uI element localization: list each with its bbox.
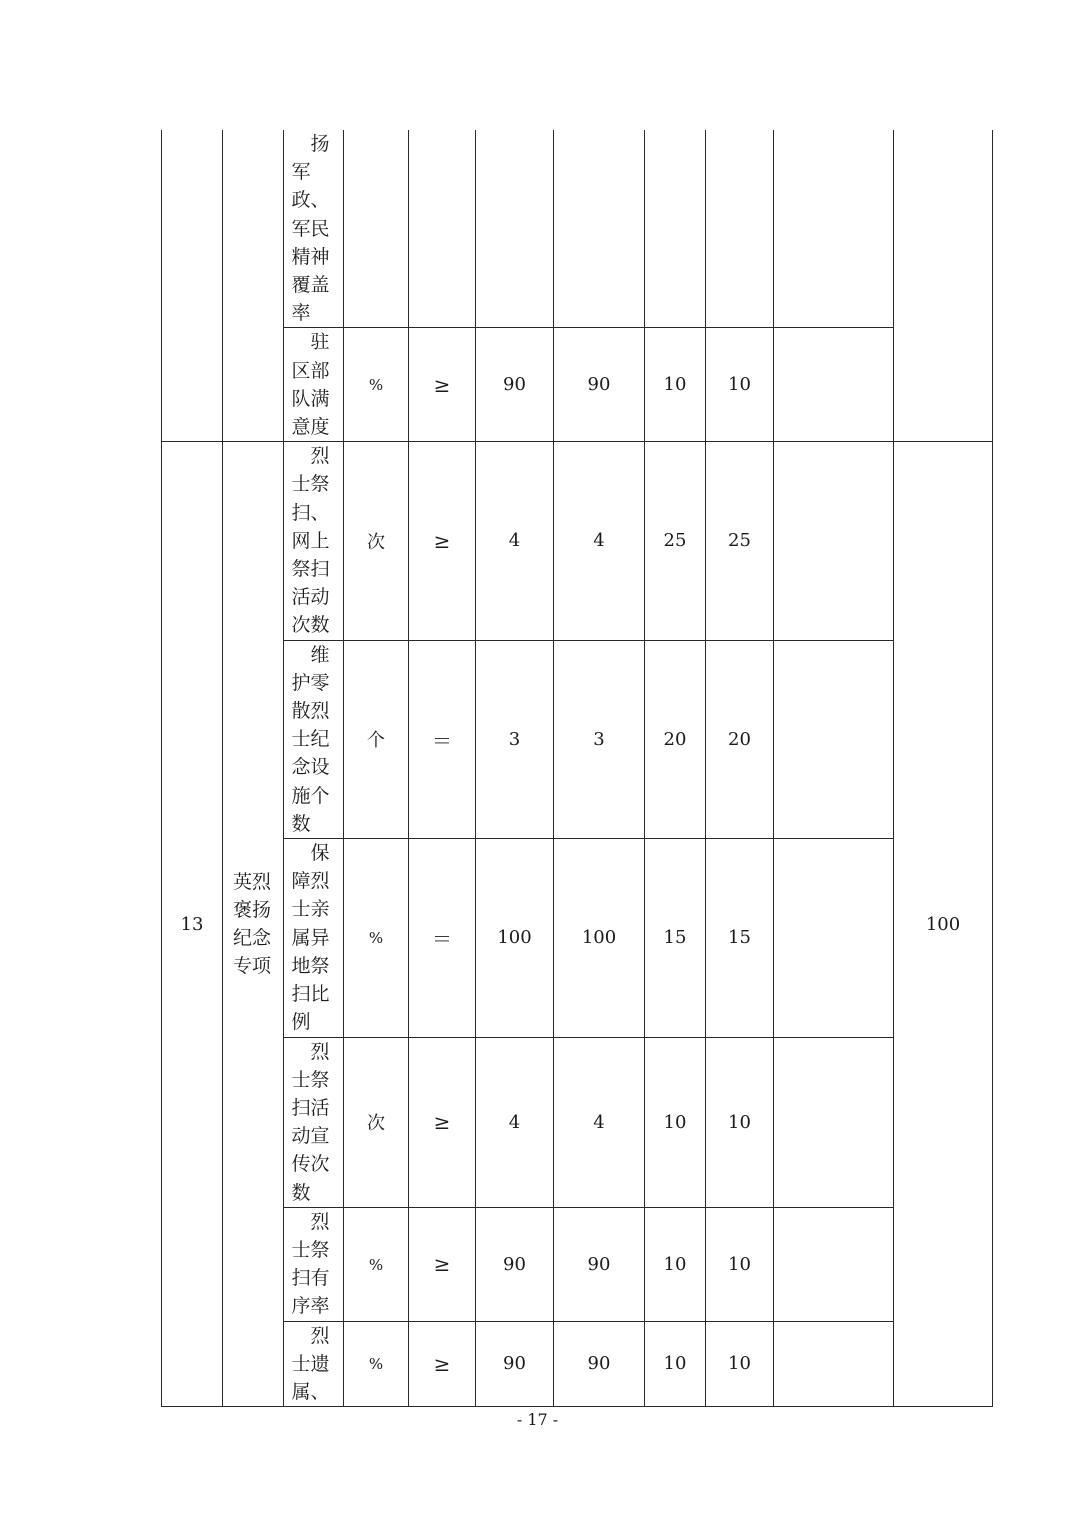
total-cell-prev	[894, 130, 993, 442]
indicator-text: 烈士祭扫有序率	[291, 1210, 330, 1318]
target-cell: 4	[476, 1037, 554, 1207]
remark-cell	[774, 1207, 894, 1321]
remark-cell	[774, 839, 894, 1037]
weight-cell: 10	[645, 1207, 706, 1321]
project-name-cell	[223, 442, 284, 1407]
weight-cell: 25	[645, 442, 706, 640]
unit-cell: 次	[344, 442, 409, 640]
actual-cell: 3	[554, 640, 645, 838]
indicator-cell	[284, 442, 344, 640]
score-cell: 15	[706, 839, 774, 1037]
indicator-cell	[284, 839, 344, 1037]
score-cell: 25	[706, 442, 774, 640]
table-row	[162, 328, 993, 442]
target-cell: 90	[476, 1321, 554, 1407]
weight-cell: 10	[645, 328, 706, 442]
weight-cell: 10	[645, 1037, 706, 1207]
operator-cell: ≥	[409, 328, 476, 442]
target-cell: 100	[476, 839, 554, 1037]
remark-cell	[774, 1321, 894, 1407]
unit-cell	[344, 130, 409, 328]
weight-cell	[645, 130, 706, 328]
operator-cell: ≥	[409, 1207, 476, 1321]
score-cell: 10	[706, 328, 774, 442]
score-cell	[706, 130, 774, 328]
table-row	[162, 839, 993, 1037]
actual-cell: 4	[554, 1037, 645, 1207]
total-cell: 100	[894, 442, 993, 1407]
unit-cell: 个	[344, 640, 409, 838]
indicator-cell	[284, 1207, 344, 1321]
indicator-text: 驻区部队满意度	[291, 331, 330, 439]
operator-cell: ＝	[409, 839, 476, 1037]
target-cell	[476, 130, 554, 328]
remark-cell	[774, 640, 894, 838]
table-row	[162, 130, 993, 328]
indicator-text: 烈士祭扫、网上祭扫活动次数	[291, 445, 330, 637]
target-cell: 90	[476, 328, 554, 442]
target-cell: 4	[476, 442, 554, 640]
table-row	[162, 1037, 993, 1207]
operator-cell: ≥	[409, 1037, 476, 1207]
actual-cell: 100	[554, 839, 645, 1037]
indicator-cell	[284, 1037, 344, 1207]
unit-cell: %	[344, 839, 409, 1037]
seq-cell-prev	[162, 130, 223, 442]
project-name-text: 英烈褒扬纪念专项	[233, 871, 272, 978]
actual-cell: 4	[554, 442, 645, 640]
page-number: - 17 -	[516, 1410, 559, 1429]
table-row	[162, 640, 993, 838]
remark-cell	[774, 328, 894, 442]
remark-cell	[774, 130, 894, 328]
table-row	[162, 442, 993, 640]
weight-cell: 20	[645, 640, 706, 838]
unit-cell: %	[344, 328, 409, 442]
unit-cell: 次	[344, 1037, 409, 1207]
score-cell: 10	[706, 1037, 774, 1207]
score-cell: 10	[706, 1207, 774, 1321]
indicator-text: 烈士祭扫活动宣传次数	[291, 1040, 330, 1204]
project-name-cell-prev	[223, 130, 284, 442]
indicator-text: 扬军政、军民精神覆盖率	[291, 133, 330, 325]
table-row	[162, 1321, 993, 1407]
indicator-text: 烈士遗属、	[291, 1324, 330, 1403]
target-cell: 3	[476, 640, 554, 838]
operator-cell: ＝	[409, 640, 476, 838]
indicator-cell	[284, 640, 344, 838]
remark-cell	[774, 442, 894, 640]
unit-cell: %	[344, 1321, 409, 1407]
remark-cell	[774, 1037, 894, 1207]
actual-cell: 90	[554, 1207, 645, 1321]
target-cell: 90	[476, 1207, 554, 1321]
indicator-cell	[284, 328, 344, 442]
indicator-text: 保障烈士亲属异地祭扫比例	[291, 842, 330, 1034]
weight-cell: 10	[645, 1321, 706, 1407]
operator-cell: ≥	[409, 1321, 476, 1407]
seq-cell: 13	[162, 442, 223, 1407]
actual-cell: 90	[554, 1321, 645, 1407]
performance-table	[161, 130, 993, 1407]
indicator-cell	[284, 1321, 344, 1407]
actual-cell: 90	[554, 328, 645, 442]
unit-cell: %	[344, 1207, 409, 1321]
indicator-cell	[284, 130, 344, 328]
operator-cell	[409, 130, 476, 328]
operator-cell: ≥	[409, 442, 476, 640]
score-cell: 20	[706, 640, 774, 838]
weight-cell: 15	[645, 839, 706, 1037]
indicator-text: 维护零散烈士纪念设施个数	[291, 643, 330, 835]
score-cell: 10	[706, 1321, 774, 1407]
actual-cell	[554, 130, 645, 328]
table-row	[162, 1207, 993, 1321]
